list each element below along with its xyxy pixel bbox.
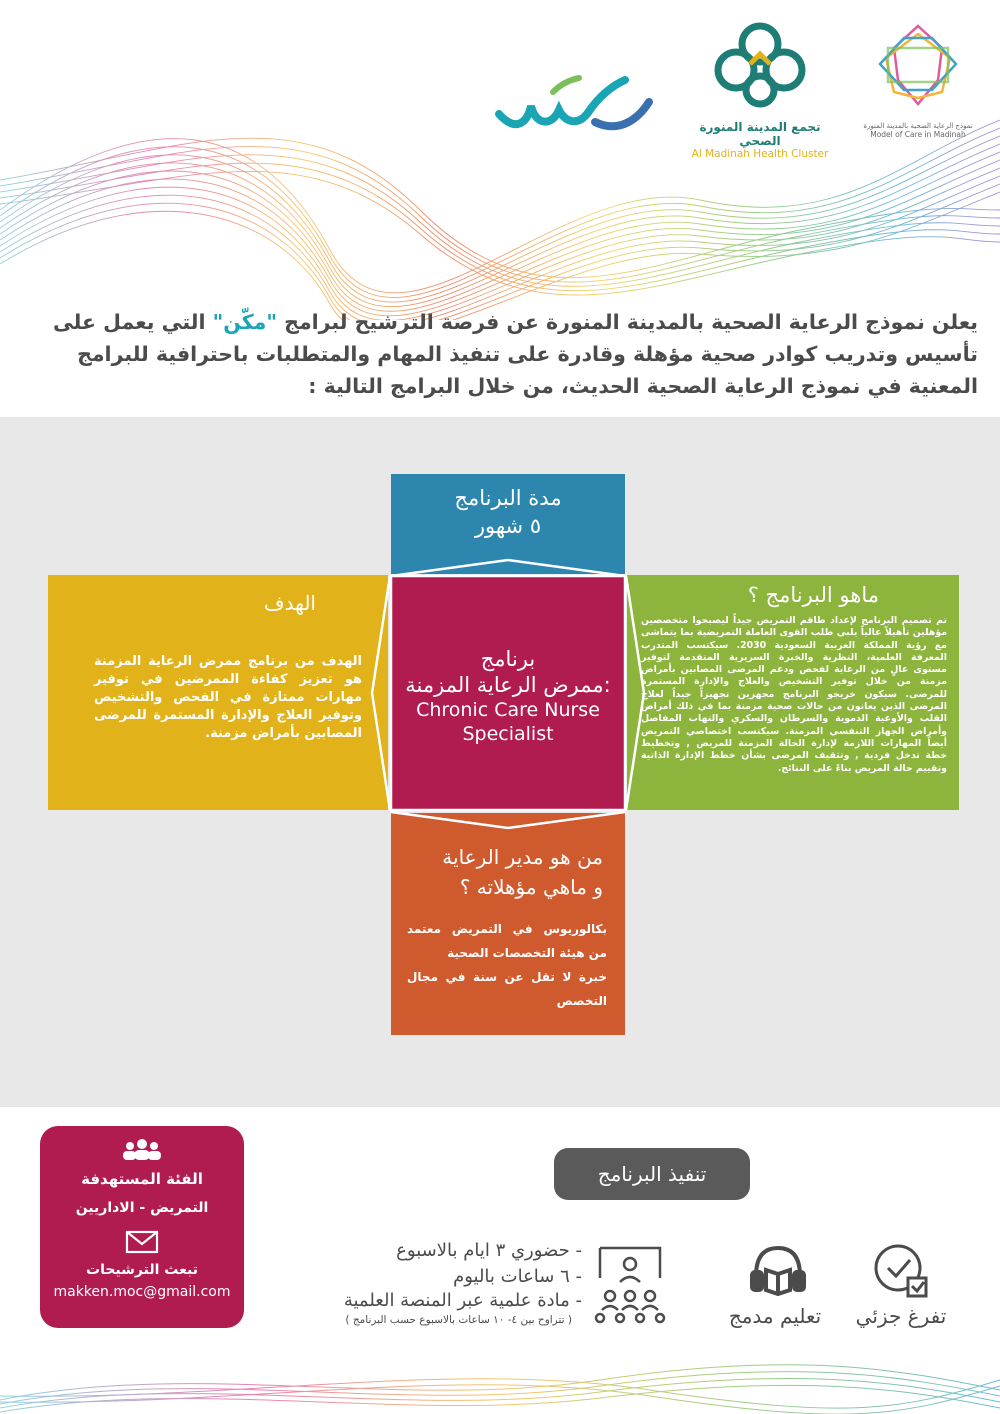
- execution-note: ( تتراوح بين ٤- ١٠ ساعات بالاسبوع حسب البرنامج ): [345, 1314, 572, 1326]
- moc-name-en: Model of Care in Madinah: [870, 130, 966, 139]
- envelope-icon: [125, 1230, 159, 1254]
- nominations-email[interactable]: makken.moc@gmail.com: [53, 1284, 231, 1300]
- cluster-name-ar: تجمع المدينة المنورة الصحي: [699, 120, 821, 148]
- program-name-en-2: Specialist: [462, 723, 554, 745]
- execution-title-pill: تنفيذ البرنامج: [554, 1148, 750, 1200]
- intro-text-part2: التي يعمل على تأسيس وتدريب كوادر صحية مؤهلة وقادرة على تنفيذ المهام والمتطلبات باحترافية للبرامج المعنية في نموذج الرعاية الصحية الحديث، من خلال البرامج التالية :: [52, 310, 978, 398]
- who-body-2: خبرة لا تقل عن سنة في مجال التخصص: [407, 970, 607, 1008]
- classroom-icon: [590, 1244, 670, 1330]
- clock-check-icon: [870, 1240, 930, 1300]
- decorative-wave-bottom: [0, 1340, 1000, 1414]
- headphones-book-icon: [748, 1240, 808, 1300]
- people-group-icon: [122, 1138, 162, 1162]
- send-nominations-label: تبعث الترشيحات: [86, 1262, 198, 1278]
- feature-label-blended: تعليم مدمج: [728, 1304, 822, 1328]
- program-name-en-1: Chronic Care Nurse: [416, 699, 600, 721]
- execution-line-3: - مادة علمية عبر المنصة العلمية: [343, 1290, 582, 1311]
- target-value: التمريض - الاداريين: [75, 1200, 209, 1216]
- duration-title: مدة البرنامج: [454, 486, 562, 510]
- duration-value: ٥ شهور: [474, 514, 542, 538]
- target-title: الفئة المستهدفة: [81, 1170, 203, 1188]
- who-title-2: و ماهي مؤهلاته ؟: [459, 875, 603, 899]
- cluster-name-en: Al Madinah Health Cluster: [691, 148, 829, 160]
- goal-body: الهدف من برنامج ممرض الرعاية المزمنة هو تعزيز كفاءة الممرضين في توفير مهارات ممتازة في الفحص والتشخيص وتوفير العلاج والإدارة المستمرة للمرضى المصابين بأمراض مزمنة.: [94, 654, 362, 741]
- intro-highlight: "مكّن": [212, 310, 278, 334]
- feature-label-parttime: تفرغ جزئي: [855, 1304, 947, 1328]
- what-body: تم تصميم البرنامج لإعداد طاقم التمريض جيداً ليصبحوا متخصصين مؤهلين تأهيلاً عالياً يلبي طلب القوى العاملة التمريضية بما يتماشى مع رؤية المملكة العربية السعودية 2030. سيكتسب المتدرب المعرفة العلمية، النظرية والخبرة السريرية المتقدمة لتوفير مستوى عالٍ من الرعاية لفحص ودعم المرضى المصابين بأمراض مزمنة من خلال توفير التشخيص والعلاج والإدارة المستمرة للمرضى. سيكون خريجو البرنامج مجهزين تجهيزاً جيداً لعلاج المرضى الذين يعانون من حالات صحية مزمنة بما في ذلك أمراض القلب والأوعية الدموية والسرطان والسكري والتهاب المفاصل وأمراض الجهاز التنفسي المزمنة. سيكتسب اختصاصي التمريض أيضاً المهارات اللازمة لإدارة الحالة المزمنة للمريض , وتخطيط خطة تدخل فردية , وتثقيف المرضى بشأن خطط الإدارة الذاتية وتقييم حالة المريض بناءً على النتائج.: [641, 615, 947, 774]
- execution-line-1: - حضوري ٣ ايام بالاسبوع: [396, 1240, 582, 1261]
- execution-line-2: - ٦ ساعات باليوم: [453, 1266, 582, 1287]
- program-name-ar: :ممرض الرعاية المزمنة: [405, 673, 611, 697]
- goal-title: الهدف: [263, 591, 316, 615]
- who-body-1: بكالوريوس في التمريض معتمد من هيئة التخصصات الصحية: [407, 922, 607, 960]
- what-title: ماهو البرنامج ؟: [747, 583, 879, 607]
- who-title-1: من هو مدير الرعاية: [442, 845, 603, 869]
- program-label: برنامج: [480, 647, 536, 671]
- intro-text-part1: يعلن نموذج الرعاية الصحية بالمدينة المنورة عن فرصة الترشيح لبرامج: [277, 310, 978, 334]
- moc-name-ar: نموذج الرعاية الصحية بالمدينة المنورة: [863, 122, 973, 130]
- target-audience-card: [40, 1126, 244, 1328]
